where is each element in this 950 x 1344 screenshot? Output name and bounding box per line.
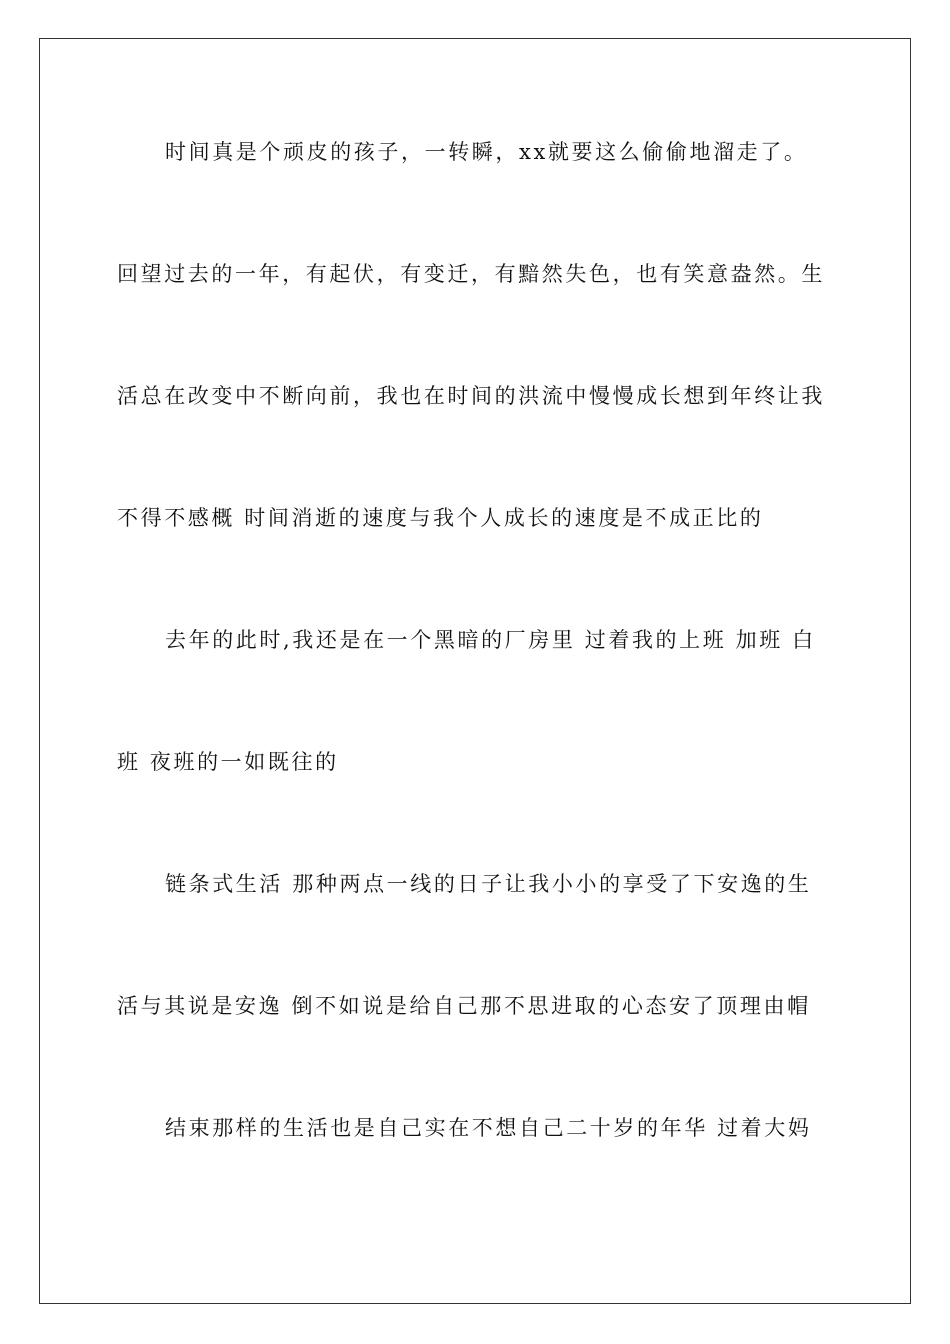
document-body [117, 137, 837, 1235]
text-line-2: 回望过去的一年，有起伏，有变迁，有黯然失色，也有笑意盎然。生 [117, 262, 825, 286]
text-line-7: 链条式生活 那种两点一线的日子让我小小的享受了下安逸的生 [165, 872, 812, 896]
text-line-3: 活总在改变中不断向前，我也在时间的洪流中慢慢成长想到年终让我 [117, 384, 825, 408]
text-line-8: 活与其说是安逸 倒不如说是给自己那不思进取的心态安了顶理由帽 [117, 994, 811, 1018]
text-line-6: 班 夜班的一如既往的 [117, 750, 339, 774]
text-line-1: 时间真是个顽皮的孩子，一转瞬，xx就要这么偷偷地溜走了。 [165, 140, 808, 164]
text-line-4: 不得不感概 时间消逝的速度与我个人成长的速度是不成正比的 [117, 506, 764, 530]
text-line-9: 结束那样的生活也是自己实在不想自己二十岁的年华 过着大妈 [165, 1116, 812, 1140]
text-line-5: 去年的此时,我还是在一个黑暗的厂房里 过着我的上班 加班 白 [165, 628, 816, 652]
